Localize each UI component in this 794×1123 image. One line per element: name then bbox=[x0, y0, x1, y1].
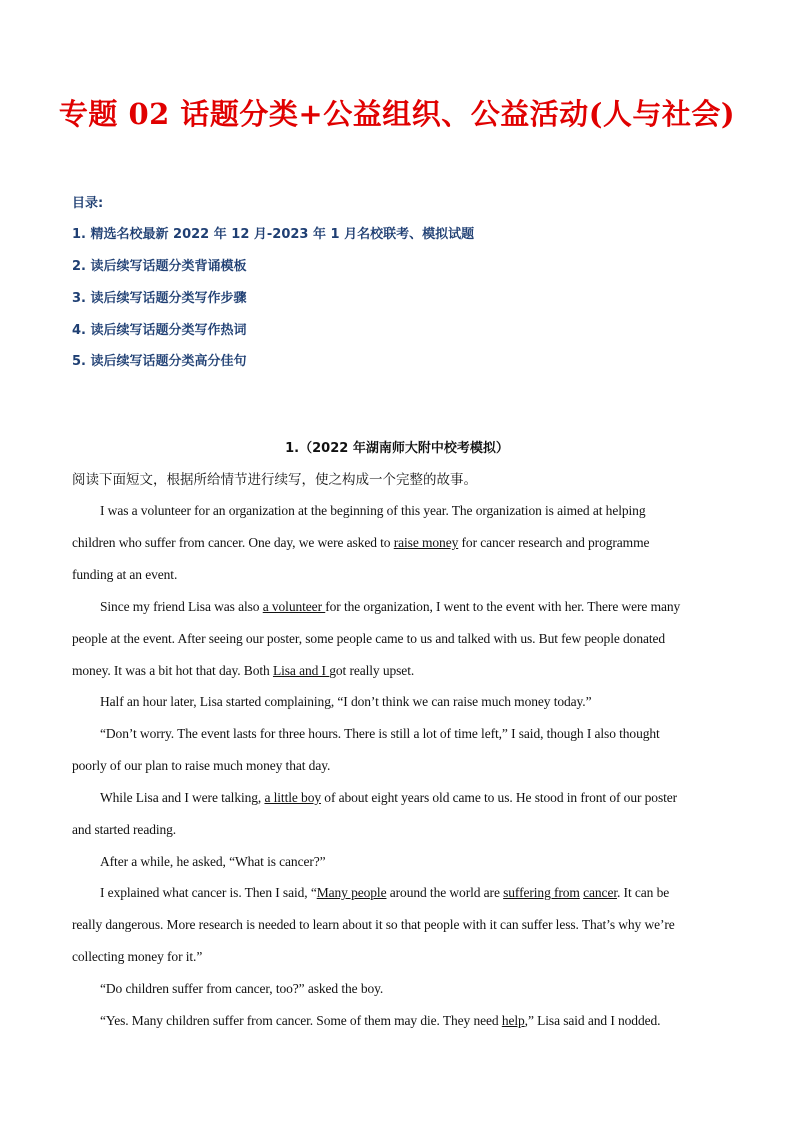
toc-item: 3. 读后续写话题分类写作步骤 bbox=[72, 291, 247, 306]
underlined-phrase: a volunteer bbox=[262, 599, 326, 614]
toc-item: 5. 读后续写话题分类高分佳句 bbox=[72, 354, 247, 369]
passage-line: children who suffer from cancer. One day, we were asked to raise money for cancer research and programme bbox=[72, 535, 650, 550]
underlined-phrase: Lisa and I bbox=[272, 663, 330, 678]
toc-heading: 目录: bbox=[72, 196, 104, 211]
passage-line: and started reading. bbox=[72, 822, 177, 837]
underlined-phrase: raise money bbox=[393, 535, 459, 550]
passage-line: I was a volunteer for an organization at the beginning of this year. The organization is aimed at helping bbox=[100, 503, 646, 518]
passage-line: Since my friend Lisa was also a volunteer for the organization, I went to the event with her. There were many bbox=[100, 599, 681, 614]
toc-item: 4. 读后续写话题分类写作热词 bbox=[72, 323, 247, 338]
passage-line: money. It was a bit hot that day. Both Lisa and I got really upset. bbox=[72, 663, 415, 678]
underlined-phrase: Many people bbox=[316, 885, 387, 900]
toc-item: 1. 精选名校最新 2022 年 12 月-2023 年 1 月名校联考、模拟试题 bbox=[72, 227, 475, 242]
passage-line: funding at an event. bbox=[72, 567, 178, 582]
underlined-phrase: help bbox=[501, 1013, 525, 1028]
passage-line: “Do children suffer from cancer, too?” asked the boy. bbox=[100, 981, 384, 996]
toc-item: 2. 读后续写话题分类背诵模板 bbox=[72, 259, 247, 274]
passage-line: I explained what cancer is. Then I said, “Many people around the world are suffering from cancer. It can be bbox=[100, 885, 670, 900]
question-heading: 1.（2022 年湖南师大附中校考模拟） bbox=[285, 441, 509, 456]
passage-line: Half an hour later, Lisa started complaining, “I don’t think we can raise much money today.” bbox=[100, 694, 592, 709]
passage-line: poorly of our plan to raise much money that day. bbox=[72, 758, 331, 773]
passage-line: “Don’t worry. The event lasts for three hours. There is still a lot of time left,” I said, though I also thought bbox=[100, 726, 660, 741]
question-instruction: 阅读下面短文，根据所给情节进行续写，使之构成一个完整的故事。 bbox=[72, 472, 477, 488]
underlined-phrase: a little boy bbox=[264, 790, 322, 805]
page-title: 专题 02 话题分类+公益组织、公益活动(人与社会) bbox=[58, 97, 736, 131]
passage-line: While Lisa and I were talking, a little boy of about eight years old came to us. He stood in front of our poster bbox=[100, 790, 678, 805]
passage-line: “Yes. Many children suffer from cancer. Some of them may die. They need help,” Lisa said and I nodded. bbox=[100, 1013, 661, 1028]
passage-line: collecting money for it.” bbox=[72, 949, 203, 964]
passage-line: people at the event. After seeing our poster, some people came to us and talked with us. But few people donated bbox=[72, 631, 666, 646]
passage-line: really dangerous. More research is needed to learn about it so that people with it can suffer less. That’s why we’re bbox=[72, 917, 675, 932]
underlined-phrase: cancer bbox=[583, 885, 617, 900]
passage-line: After a while, he asked, “What is cancer?” bbox=[100, 854, 326, 869]
underlined-phrase: suffering from bbox=[503, 885, 580, 900]
